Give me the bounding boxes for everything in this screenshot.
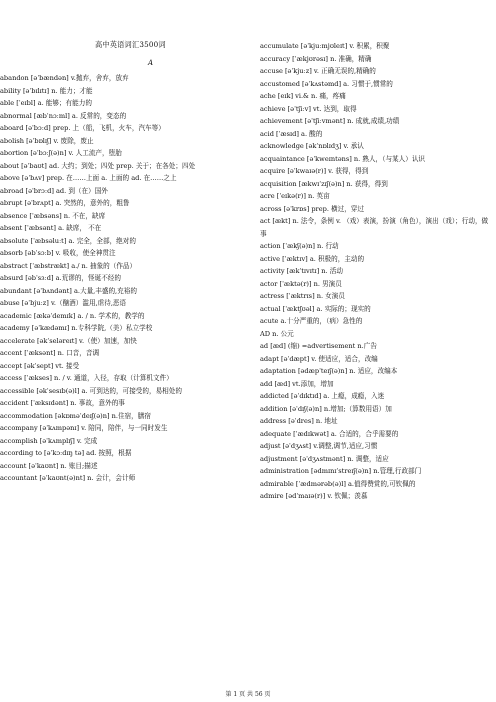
vocab-entry: accept [əkˈsept] vt. 接受	[0, 361, 80, 370]
vocab-entry: access [ˈækses] n. / v. 通道，入径，存取（计算机文件）	[0, 374, 173, 382]
vocab-entry: achieve [əˈtʃiːv] vt. 达到，取得	[260, 104, 357, 113]
vocab-entry: abrupt [əˈbrʌpt] a. 突然的，意外的，粗鲁	[0, 199, 130, 207]
vocab-entry: academy [əˈkædəmɪ] n.专科学院,（美）私立学校	[0, 324, 153, 332]
vocab-entry: absent [ˈæbsənt] a. 缺席， 不在	[0, 224, 102, 232]
vocab-entry: actual [ˈæktʃʊəl] a. 实际的；现实的	[260, 304, 371, 313]
vocab-entry: active [ˈæktɪv] a. 积极的，主动的	[260, 254, 365, 263]
vocab-entry: admire [ədˈmaɪə(r)] v. 钦佩；羡慕	[260, 492, 368, 500]
vocab-entry: aboard [əˈbɔːd] prep. 上（船，飞机，火车，汽车等）	[0, 124, 165, 132]
vocab-entry: accompany [əˈkʌmpənɪ] v. 陪同，陪伴，与一同时发生	[0, 424, 168, 432]
vocab-entry: absence [ˈæbsəns] n. 不在，缺席	[0, 211, 106, 220]
vocab-entry: abnormal [æbˈnɔːml] a. 反常的，变态的	[0, 111, 127, 120]
vocab-entry: acknowledge [əkˈnɒlɪdʒ] v. 承认	[260, 142, 364, 150]
vocab-entry: abundant [əˈbʌndənt] a.大量,丰盛的,充裕的	[0, 286, 137, 295]
vocab-entry: accountant [əˈkaʊnt(ə)nt] n. 会计，会计师	[0, 474, 136, 482]
vocab-entry: adjust [əˈdʒʌst] v.调整,调节,适应,习惯	[260, 442, 378, 450]
vocab-entry: acquaintance [əˈkweɪntəns] n. 熟人，（与某人）认识	[260, 154, 426, 163]
vocab-entry: acre [ˈeɪkə(r)] n. 英亩	[260, 192, 330, 200]
vocab-entry: accumulate [əˈkjuːmjʊleɪt] v. 积累，积聚	[260, 42, 390, 50]
document-title: 高中英语词汇3500词	[95, 40, 166, 49]
vocab-entry: administration [ədmɪnɪˈstreɪʃ(ə)n] n.管理,行政部门	[260, 467, 422, 475]
vocab-entry: abstract [ˈæbstrækt] a./ n. 抽象的（作品）	[0, 261, 137, 270]
vocab-entry: accuse [əˈkjuːz] v. 正确无误的,精确的	[260, 67, 376, 75]
vocab-entry: accessible [əkˈsesɪb(ə)l] a. 可到达的，可接受的，易相处的	[0, 386, 182, 395]
vocab-entry: ad [æd] (缩) =advertisement n.广告	[260, 342, 377, 350]
vocab-entry: able [ˈeɪbl] a. 能够；有能力的	[0, 99, 92, 107]
vocab-entry: AD n. 公元	[260, 329, 294, 338]
vocab-entry: academic [ækəˈdemɪk] a. / n. 学术的，教学的	[0, 311, 145, 320]
vocab-entry: achievement [əˈtʃiːvmənt] n. 成就,成绩,功绩	[260, 117, 400, 125]
page-footer: 第 1 页 共 56 页	[225, 691, 271, 698]
vocab-entry: acquisition [ækwɪˈzɪʃ(ə)n] n. 获得，得到	[260, 179, 388, 188]
vocab-entry: across [əˈkrɒs] prep. 横过，穿过	[260, 204, 364, 213]
vocab-entry: adequate [ˈædɪkwət] a. 合适的，合乎需要的	[260, 429, 399, 438]
vocab-entry: abandon [əˈbændən] v.抛弃，舍弃，放弃	[0, 74, 129, 82]
vocab-entry: acid [ˈæsɪd] a. 酸的	[260, 129, 323, 138]
vocab-entry: accommodation [əkɒməˈdeɪʃ(ə)n] n.住宿，膳宿	[0, 411, 151, 420]
vocab-entry: account [əˈkaʊnt] n. 账目;描述	[0, 461, 98, 470]
vocab-entry: address [əˈdres] n. 地址	[260, 417, 338, 425]
vocab-entry: accuracy [ˈækjʊrəsɪ] n. 准确，精确	[260, 54, 372, 63]
vocab-entry: add [æd] vt.添加，增加	[260, 379, 334, 388]
vocab-entry: adjustment [əˈdʒʌstmənt] n. 调整，适应	[260, 454, 389, 463]
vocab-entry: according to [əˈkɔːdɪŋ tə] ad. 按照，根据	[0, 449, 132, 457]
vocab-entry: accident [ˈæksɪdənt] n. 事故，意外的事	[0, 399, 125, 407]
vocab-entry: accustomed [əˈkʌstəmd] a. 习惯于,惯常的	[260, 79, 393, 88]
vocab-entry: actor [ˈæktə(r)] n. 男演员	[260, 279, 342, 288]
vocab-entry: absorb [əbˈsɔːb] v. 吸收，使全神贯注	[0, 249, 116, 257]
vocab-entry: adapt [əˈdæpt] v. 使适应，适合，改编	[260, 354, 378, 363]
vocab-entry: ability [əˈbɪlɪtɪ] n. 能力；才能	[0, 86, 93, 95]
vocab-entry: abortion [əˈbɔːʃ(ə)n] v. 人工流产，堕胎	[0, 149, 122, 157]
vocab-entry: about [əˈbaʊt] ad. 大约；到处；四处 prep. 关于；在各处；四处	[0, 161, 196, 170]
vocab-entry: admirable [ˈædmərəb(ə)l] a.值得赞赏的,可钦佩的	[260, 479, 416, 488]
vocab-entry: acquire [əˈkwaɪə(r)] v. 获得，得到	[260, 167, 369, 175]
vocab-entry: actress [ˈæktrɪs] n. 女演员	[260, 292, 345, 300]
section-letter: A	[148, 59, 154, 67]
vocab-entry: absurd [əbˈsɜːd] a.荒谬的，怪诞不经的	[0, 274, 121, 282]
vocab-entry: activity [ækˈtɪvɪtɪ] n. 活动	[260, 267, 343, 275]
vocab-entry: accomplish [əˈkʌmplɪʃ] v. 完成	[0, 436, 98, 445]
vocab-entry: act [ækt] n. 法令，条例 v. （戏）表演，扮演（角色），演出（戏）；行动，做事	[260, 217, 489, 238]
vocab-entry: addicted [əˈdɪktɪd] a. 上瘾，成瘾，入迷	[260, 392, 385, 400]
vocab-entry: accent [ˈæksənt] n. 口音，音调	[0, 349, 100, 357]
vocab-entry: above [əˈbʌv] prep. 在……上面 a. 上面的 ad. 在……之上	[0, 174, 177, 182]
vocab-entry: action [ˈækʃ(ə)n] n. 行动	[260, 242, 339, 250]
vocab-entry: ache [eɪk] vi.& n. 痛，疼痛	[260, 92, 346, 100]
vocab-entry: abuse [əˈbjuːz] v.（酗酒）滥用,虐待,恶语	[0, 299, 127, 307]
vocab-entry: abroad [əˈbrɔːd] ad. 到（在）国外	[0, 186, 108, 195]
right-entry-list	[260, 40, 490, 503]
left-entry-list	[0, 72, 236, 485]
vocab-entry: addition [əˈdɪʃ(ə)n] n.增加;（算数用语）加	[260, 404, 392, 413]
vocab-entry: absolute [ˈæbsəluːt] a. 完全，全部，绝对的	[0, 236, 136, 245]
vocab-entry: acute a.十分严重的，（病）急性的	[260, 317, 363, 325]
vocab-entry: abolish [əˈbɒlɪʃ] v. 废除，废止	[0, 136, 94, 145]
vocab-entry: accelerate [əkˈseləreɪt] v.（使）加速，加快	[0, 336, 137, 345]
vocab-entry: adaptation [ədæpˈteɪʃ(ə)n] n. 适应，改编本	[260, 367, 398, 375]
